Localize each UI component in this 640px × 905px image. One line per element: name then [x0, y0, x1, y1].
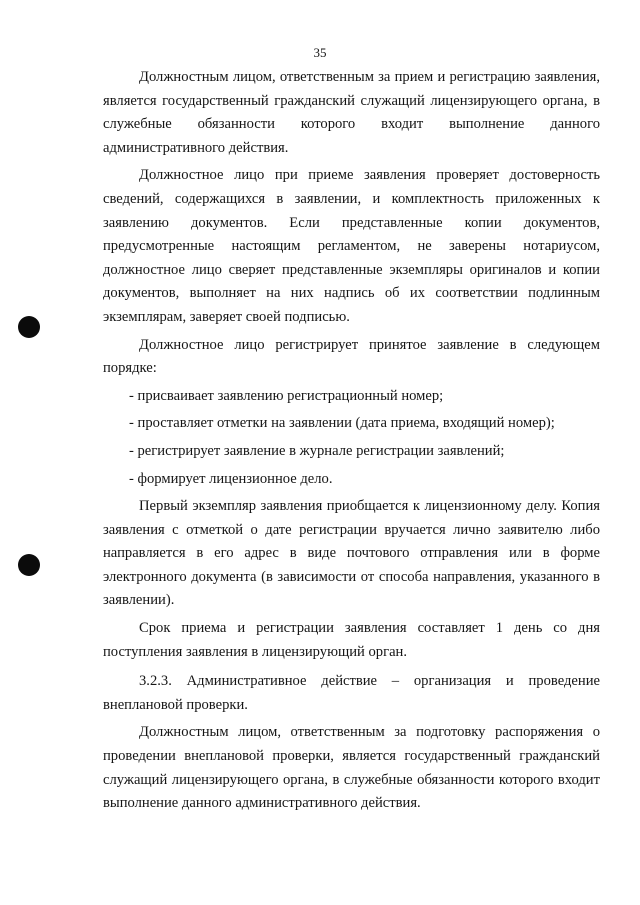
paragraph-registration-order: Должностное лицо регистрирует принятое заявление в следующем порядке: [103, 336, 600, 377]
list-item: - проставляет отметки на заявлении (дата приема, входящий номер); [129, 415, 555, 432]
paragraph-first-copy: Первый экземпляр заявления приобщается к лицензионному делу. Копия заявления с отметкой о дате регистрации вручается лично заявителю либо направляется в его адрес в виде почтового отправления или в форме электронного документа (в зависимости от способа направления, указанного в заявлении). [103, 498, 600, 609]
punch-hole-bottom [18, 554, 40, 576]
document-body [103, 66, 600, 820]
section-heading: 3.2.3. Административное действие – организация и проведение внеплановой проверки. [103, 673, 600, 713]
paragraph-verification: Должностное лицо при приеме заявления проверяет достоверность сведений, содержащихся в заявлении, и комплектность приложенных к заявлению документов. Если представленные копии документов, предусмотренные настоящим регламентом, не заверены нотариусом, должностное лицо сверяет представленные экземпляры оригиналов и копии документов, выполняет на них надпись об их соответствии подлинным экземплярам, заверяет своей подписью. [103, 167, 600, 325]
punch-hole-top [18, 316, 40, 338]
list-item: - присваивает заявлению регистрационный номер; [129, 387, 444, 404]
paragraph-responsible-official: Должностным лицом, ответственным за прием и регистрацию заявления, является государственный гражданский служащий лицензирующего органа, в служебные обязанности которого входит выполнение данного административного действия. [103, 69, 600, 156]
page-number: 35 [313, 45, 327, 60]
paragraph-deadline: Срок приема и регистрации заявления составляет 1 день со дня поступления заявления в лицензирующий орган. [103, 620, 600, 660]
list-item: - регистрирует заявление в журнале регистрации заявлений; [129, 442, 505, 459]
list-item: - формирует лицензионное дело. [129, 470, 333, 487]
paragraph-inspection-official: Должностным лицом, ответственным за подготовку распоряжения о проведении внеплановой проверки, является государственный гражданский служащий лицензирующего органа, в служебные обязанности которого входит выполнение данного административного действия. [103, 724, 600, 812]
